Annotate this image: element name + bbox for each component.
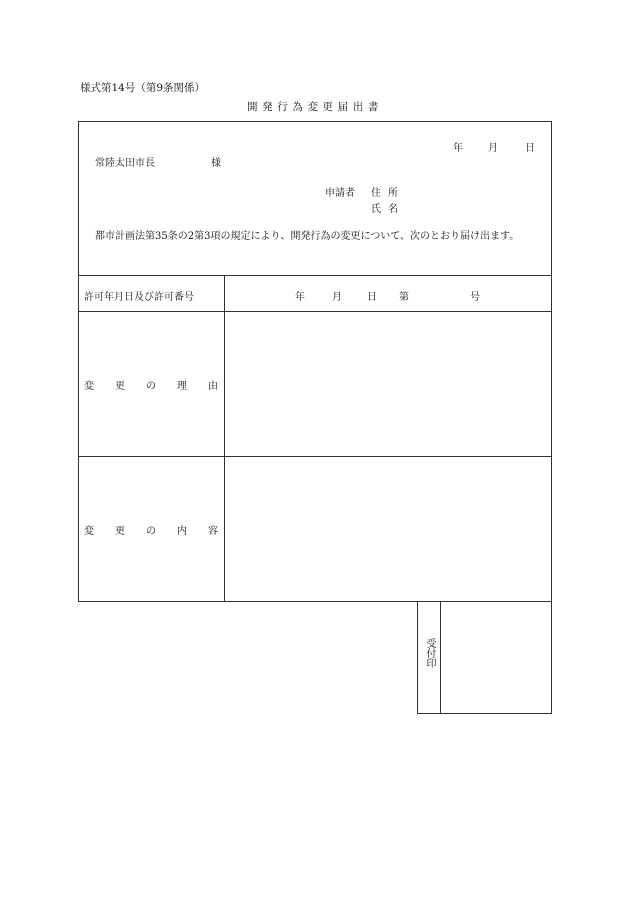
change-reason-char: の bbox=[146, 381, 156, 392]
date-day-label: 日 bbox=[525, 143, 535, 154]
change-reason-field[interactable] bbox=[225, 312, 551, 456]
divider-header-permit bbox=[78, 275, 552, 276]
change-reason-char: 変 bbox=[84, 381, 94, 392]
addressee-honorific: 様 bbox=[211, 158, 221, 169]
permit-day-label: 日 bbox=[367, 292, 377, 303]
permit-dai-label: 第 bbox=[399, 292, 409, 303]
change-content-char: 更 bbox=[115, 526, 125, 537]
change-content-field[interactable] bbox=[225, 457, 551, 601]
change-reason-char: 理 bbox=[177, 381, 187, 392]
change-content-char: 内 bbox=[177, 526, 187, 537]
change-content-label bbox=[84, 522, 218, 537]
change-content-char: 変 bbox=[84, 526, 94, 537]
applicant-name-label: 氏名 bbox=[371, 204, 405, 215]
applicant-address-label: 住所 bbox=[371, 188, 405, 199]
date-month-label: 月 bbox=[488, 143, 498, 154]
reception-stamp-area[interactable] bbox=[441, 602, 551, 713]
addressee-mayor: 常陸太田市長 bbox=[95, 158, 155, 169]
document-title: 開発行為変更届出書 bbox=[247, 101, 383, 113]
form-number: 様式第14号（第9条関係） bbox=[80, 82, 206, 94]
date-year-label: 年 bbox=[453, 143, 463, 154]
change-reason-char: 由 bbox=[208, 381, 218, 392]
reception-stamp-label: 受付印 bbox=[424, 638, 435, 668]
change-reason-label bbox=[84, 377, 218, 392]
change-content-char: の bbox=[146, 526, 156, 537]
applicant-label: 申請者 bbox=[325, 188, 355, 199]
notification-statement: 都市計画法第35条の2第3項の規定により、開発行為の変更について、次のとおり届け出ます。 bbox=[95, 231, 520, 242]
permit-date-number-label: 許可年月日及び許可番号 bbox=[84, 292, 194, 303]
permit-month-label: 月 bbox=[332, 292, 342, 303]
permit-year-label: 年 bbox=[295, 292, 305, 303]
permit-go-label: 号 bbox=[470, 292, 480, 303]
change-reason-char: 更 bbox=[115, 381, 125, 392]
change-content-char: 容 bbox=[208, 526, 218, 537]
